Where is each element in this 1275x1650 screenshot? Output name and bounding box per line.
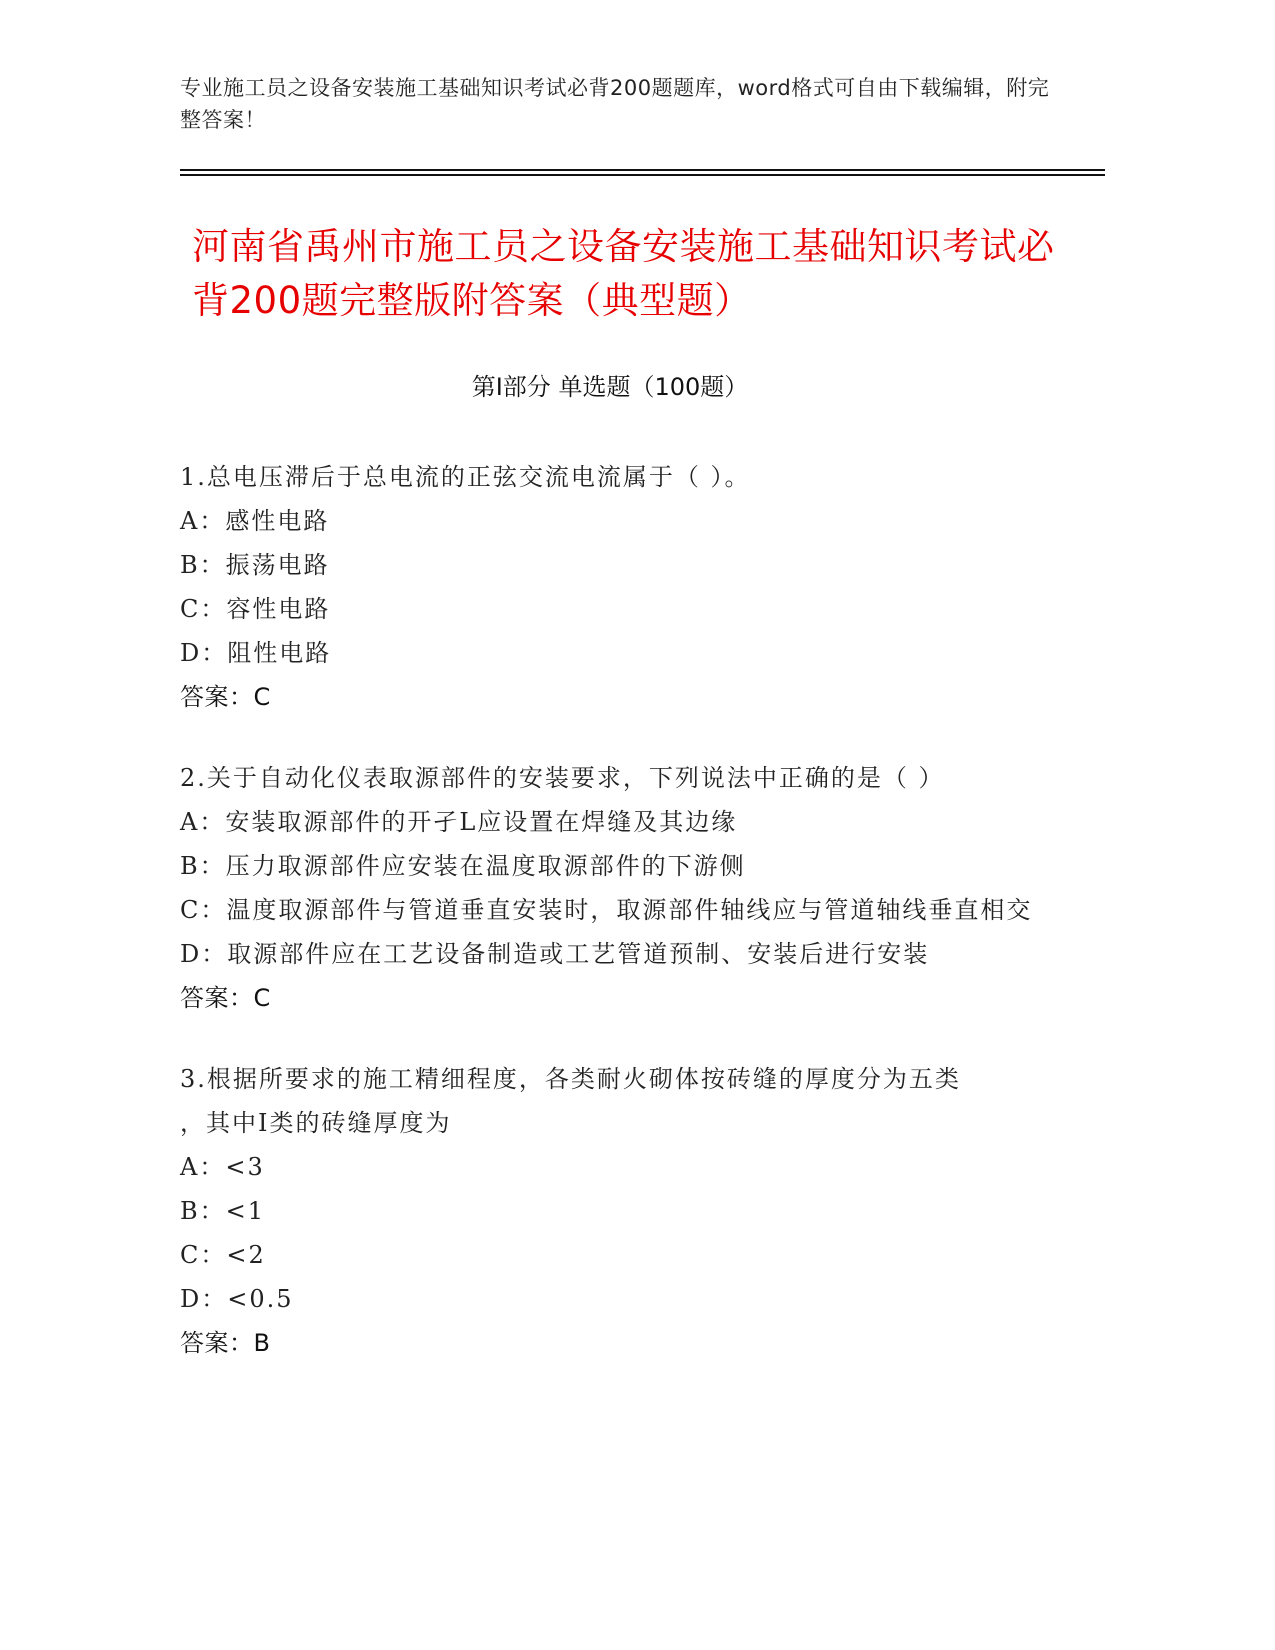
option-b: B：<1 — [180, 1197, 266, 1225]
option-b: B：振荡电路 — [180, 551, 330, 579]
option-c: C：容性电路 — [180, 595, 331, 623]
question-stem-continued: ，其中I类的砖缝厚度为 — [180, 1109, 452, 1137]
question-stem: 2.关于自动化仪表取源部件的安装要求，下列说法中正确的是（ ） — [180, 764, 945, 792]
option-a: A：<3 — [180, 1153, 265, 1181]
header-divider-top — [180, 169, 1105, 171]
option-c: C：<2 — [180, 1241, 266, 1269]
question-3 — [180, 1057, 1050, 1365]
header-divider-bottom — [180, 174, 1105, 176]
question-2 — [180, 756, 1050, 1020]
answer-line: 答案：C — [180, 984, 271, 1012]
option-a: A：感性电路 — [180, 507, 330, 535]
question-stem: 3.根据所要求的施工精细程度，各类耐火砌体按砖缝的厚度分为五类 — [180, 1065, 961, 1093]
option-c: C：温度取源部件与管道垂直安装时，取源部件轴线应与管道轴线垂直相交 — [180, 896, 1033, 924]
option-b: B：压力取源部件应安装在温度取源部件的下游侧 — [180, 852, 746, 880]
question-list — [180, 455, 1050, 1402]
option-d: D：取源部件应在工艺设备制造或工艺管道预制、安装后进行安装 — [180, 940, 930, 968]
section-title: 第I部分 单选题（100题） — [471, 373, 749, 401]
option-a: A：安装取源部件的开孑L应设置在焊缝及其边缘 — [180, 808, 738, 836]
answer-line: 答案：C — [180, 683, 271, 711]
answer-line: 答案：B — [180, 1329, 271, 1357]
question-stem: 1.总电压滞后于总电流的正弦交流电流属于（ ）。 — [180, 463, 751, 491]
option-d: D：<0.5 — [180, 1285, 294, 1313]
document-title: 河南省禹州市施工员之设备安装施工基础知识考试必背200题完整版附答案（典型题） — [192, 225, 1055, 322]
header-note: 专业施工员之设备安装施工基础知识考试必背200题题库，word格式可自由下载编辑，附完整答案！ — [180, 76, 1050, 132]
question-1 — [180, 455, 1050, 719]
option-d: D：阻性电路 — [180, 639, 332, 667]
